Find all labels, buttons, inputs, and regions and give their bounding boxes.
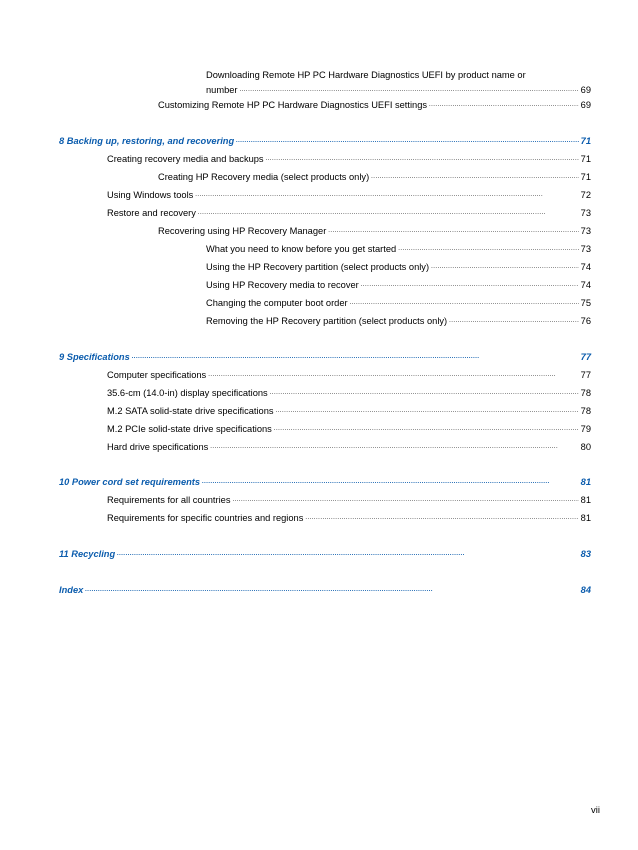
toc-entry[interactable] <box>107 510 591 524</box>
toc-entry-page: 84 <box>580 585 591 595</box>
toc-entry[interactable] <box>107 151 591 165</box>
toc-leader <box>233 492 579 506</box>
toc-leader <box>266 151 579 165</box>
toc-chapter-entry[interactable] <box>59 474 591 488</box>
toc-leader <box>431 259 579 273</box>
toc-entry[interactable] <box>206 259 591 273</box>
toc-entry-page: 69 <box>580 85 591 95</box>
toc-chapter-entry[interactable] <box>59 582 591 596</box>
toc-leader <box>398 241 578 255</box>
toc-leader <box>208 367 578 381</box>
toc-leader <box>361 277 579 291</box>
toc-entry-text: M.2 SATA solid-state drive specifications <box>107 406 274 416</box>
toc-entry[interactable] <box>206 241 591 255</box>
toc-entry[interactable] <box>107 367 591 381</box>
page-number: vii <box>591 805 600 816</box>
toc-leader <box>198 205 579 219</box>
toc-entry-text: Index <box>59 585 84 595</box>
toc-entry-page: 71 <box>580 136 591 146</box>
toc-entry[interactable] <box>107 385 591 399</box>
toc-entry-page: 80 <box>580 442 591 452</box>
toc-leader <box>305 510 578 524</box>
toc-entry-page: 81 <box>580 495 591 505</box>
toc-entry-page: 78 <box>580 406 591 416</box>
toc-entry-page: 75 <box>580 298 591 308</box>
toc-entry[interactable] <box>206 313 591 327</box>
toc-leader <box>270 385 579 399</box>
toc-entry-page: 71 <box>580 154 591 164</box>
toc-entry-text: Customizing Remote HP PC Hardware Diagnostics UEFI settings <box>158 100 428 110</box>
toc-entry-page: 77 <box>580 370 591 380</box>
toc-entry-text: Using Windows tools <box>107 190 194 200</box>
toc-entry-text: 10 Power cord set requirements <box>59 477 201 487</box>
toc-leader <box>350 295 579 309</box>
toc-entry-page: 69 <box>580 100 591 110</box>
toc-entry-text: 9 Specifications <box>59 352 130 362</box>
toc-entry-page: 76 <box>580 316 591 326</box>
toc-entry-page: 73 <box>580 244 591 254</box>
toc-leader <box>210 439 578 453</box>
toc-entry-page: 78 <box>580 388 591 398</box>
toc-entry-text: What you need to know before you get started <box>206 244 397 254</box>
toc-entry-text: 11 Recycling <box>59 549 116 559</box>
toc-leader <box>132 349 579 363</box>
toc-leader <box>117 546 579 560</box>
toc-entry-text: Requirements for all countries <box>107 495 231 505</box>
toc-entry-page: 74 <box>580 280 591 290</box>
toc-leader <box>328 223 578 237</box>
toc-entry[interactable] <box>107 439 591 453</box>
toc-leader <box>85 582 578 596</box>
toc-entry[interactable] <box>158 97 591 111</box>
toc-entry-text: number <box>206 85 238 95</box>
toc-entry-page: 83 <box>580 549 591 559</box>
toc-entry[interactable] <box>206 295 591 309</box>
toc-leader <box>449 313 579 327</box>
toc-chapter-entry[interactable] <box>59 349 591 363</box>
toc-entry-page: 81 <box>580 477 591 487</box>
toc-entry[interactable] <box>158 223 591 237</box>
toc-entry-text: Using the HP Recovery partition (select products only) <box>206 262 430 272</box>
toc-entry-text: Removing the HP Recovery partition (select products only) <box>206 316 448 326</box>
toc-entry-page: 72 <box>580 190 591 200</box>
toc-entry-page: 79 <box>580 424 591 434</box>
toc-entry-text: Requirements for specific countries and regions <box>107 513 304 523</box>
toc-leader <box>371 169 578 183</box>
toc-entry[interactable] <box>206 277 591 291</box>
toc-entry[interactable] <box>107 187 591 201</box>
toc-leader <box>202 474 579 488</box>
toc-entry[interactable] <box>107 421 591 435</box>
toc-entry-page: 74 <box>580 262 591 272</box>
toc-entry-page: 77 <box>580 352 591 362</box>
toc-chapter-entry[interactable] <box>59 546 591 560</box>
toc-chapter-entry[interactable] <box>59 133 591 147</box>
toc-entry-page: 73 <box>580 208 591 218</box>
toc-entry[interactable] <box>158 169 591 183</box>
toc-entry-text: M.2 PCIe solid-state drive specifications <box>107 424 272 434</box>
toc-entry[interactable] <box>206 82 591 96</box>
toc-entry-page: 71 <box>580 172 591 182</box>
toc-entry-text: Recovering using HP Recovery Manager <box>158 226 327 236</box>
toc-entry[interactable] <box>107 403 591 417</box>
toc-leader <box>240 82 579 96</box>
toc-entry[interactable] <box>107 492 591 506</box>
toc-leader <box>236 133 579 147</box>
toc-entry-text: Restore and recovery <box>107 208 196 218</box>
toc-entry-text: 8 Backing up, restoring, and recovering <box>59 136 235 146</box>
toc-leader <box>195 187 578 201</box>
toc-entry-text: 35.6-cm (14.0-in) display specifications <box>107 388 268 398</box>
toc-leader <box>276 403 579 417</box>
toc-entry-text: Creating HP Recovery media (select products only) <box>158 172 370 182</box>
toc-entry-page: 81 <box>580 513 591 523</box>
toc-entry-text: Changing the computer boot order <box>206 298 348 308</box>
toc-entry[interactable] <box>107 205 591 219</box>
toc-entry-page: 73 <box>580 226 591 236</box>
toc-entry-text: Creating recovery media and backups <box>107 154 264 164</box>
toc-wrap-first-line: Downloading Remote HP PC Hardware Diagnostics UEFI by product name or <box>206 70 526 80</box>
toc-entry-text: Using HP Recovery media to recover <box>206 280 359 290</box>
toc-leader <box>274 421 579 435</box>
toc-entry-text: Hard drive specifications <box>107 442 209 452</box>
toc-leader <box>429 97 579 111</box>
toc-entry-text: Computer specifications <box>107 370 207 380</box>
